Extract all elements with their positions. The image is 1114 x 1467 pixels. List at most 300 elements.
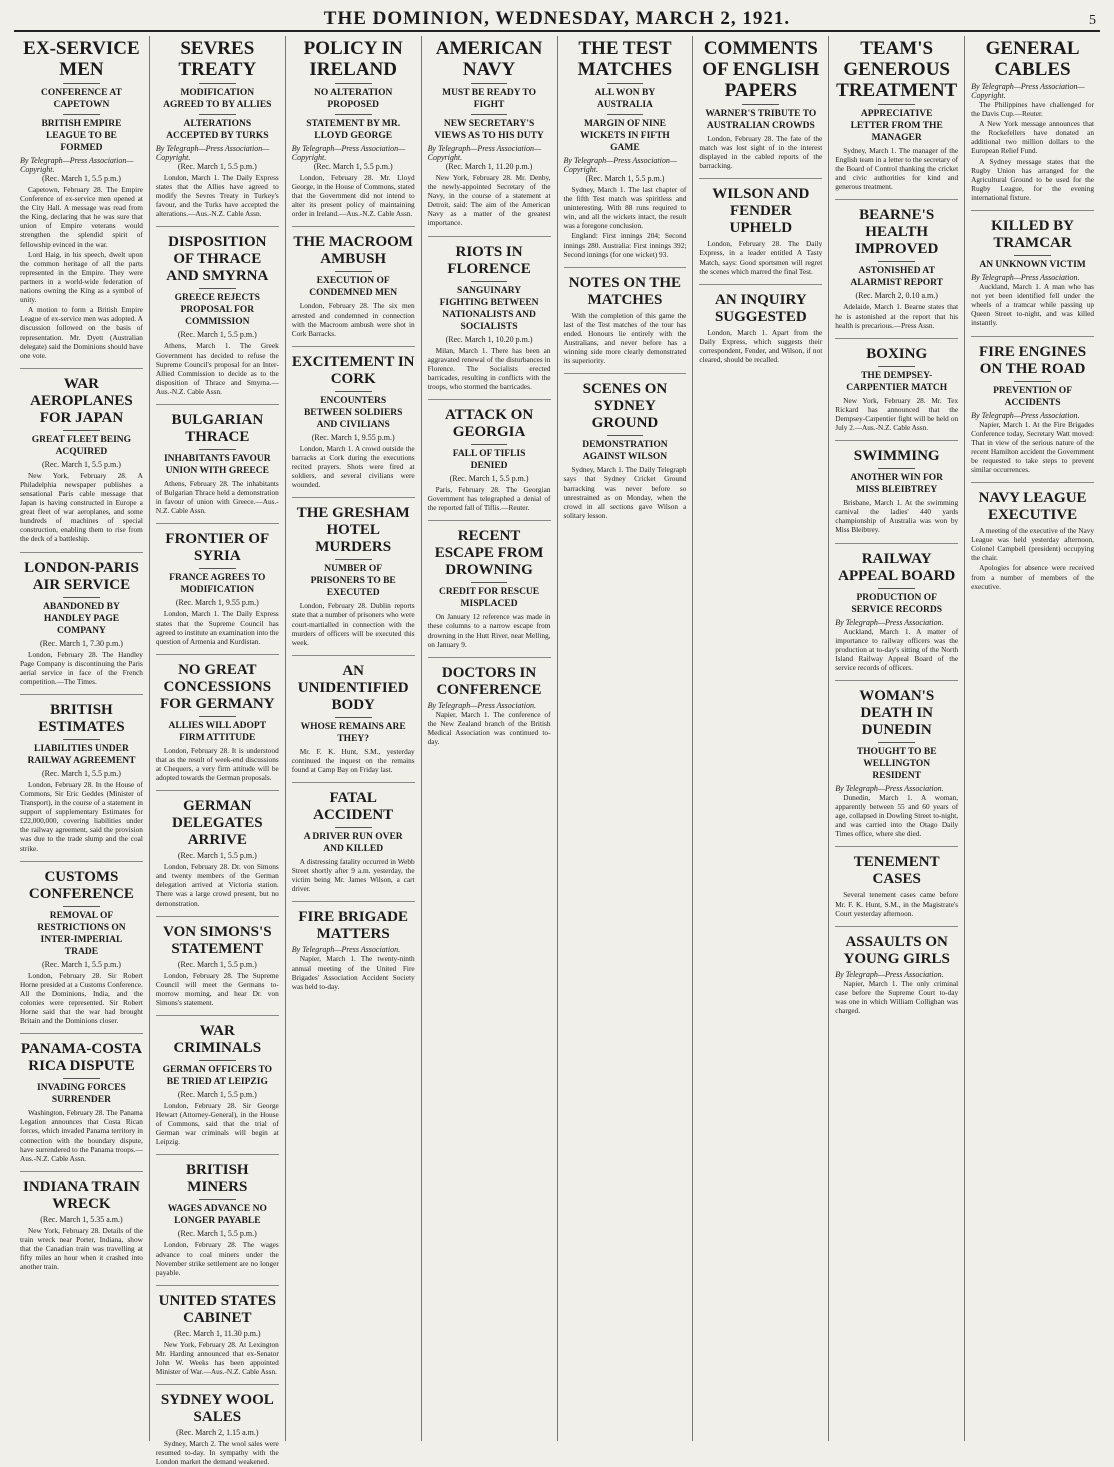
headline-divider	[63, 739, 100, 740]
article-subhead: ALL WON BY AUSTRALIA	[594, 88, 656, 110]
article-paragraph: London, February 28. Sir Robert Horne presided at a Customs Conference. All the Dominions, India, and the colonies were represented. Sir Robert Horne said that the war had brought Britain and the Dominions closer.	[20, 970, 143, 1026]
article-byline: By Telegraph—Press Association.	[971, 273, 1080, 283]
article-subhead: INHABITANTS FAVOUR UNION WITH GREECE	[163, 454, 271, 477]
article-body	[564, 311, 687, 366]
article	[835, 846, 958, 917]
article	[156, 226, 279, 396]
article-paragraph: A motion to form a British Empire League of ex-service men was adopted. A discussion followed on the basis of representation. Mr. Dyett (Australian delegate) said the Dominions should have one vote.	[20, 305, 143, 360]
article-dateline: (Rec. March 1, 5.5 p.m.)	[177, 959, 257, 969]
article	[156, 790, 279, 907]
article-paragraph: London, February 28. The six men arrested and condemned in connection with the Macroom ambush were shot in Cork Barracks.	[291, 301, 415, 338]
headline-divider	[878, 104, 915, 105]
headline-divider	[199, 568, 236, 569]
article-dateline: (Rec. March 1, 5.5 p.m.)	[177, 851, 257, 861]
masthead	[14, 8, 1100, 32]
article-subhead: APPRECIATIVE LETTER FROM THE MANAGER	[850, 109, 943, 143]
article-paragraph: Napier, March 1. The conference of the New Zealand branch of the British Medical Association was continued to-day.	[427, 709, 551, 746]
article-paragraph: Several tenement cases came before Mr. F. K. Hunt, S.M., in the Magistrate's Court yesterday afternoon.	[835, 890, 959, 918]
article	[835, 338, 958, 432]
article	[699, 178, 822, 275]
article-byline: By Telegraph—Press Association.	[291, 945, 401, 955]
article-paragraph: A distressing fatality occurred in Webb Street shortly after 9 a.m. yesterday, the victim being Mr. James Wilson, a cart driver.	[291, 857, 415, 894]
article-body	[156, 479, 279, 515]
article-body	[428, 485, 551, 512]
article-body	[835, 793, 958, 838]
article	[564, 267, 687, 366]
headline-divider	[471, 83, 508, 84]
article-dateline: (Rec. March 1, 5.5 p.m.)	[42, 174, 121, 183]
article-headline: INDIANA TRAIN WRECK	[23, 1178, 140, 1212]
article-headline: DOCTORS IN CONFERENCE	[436, 664, 542, 698]
article-body	[835, 396, 958, 432]
article-subhead: MODIFICATION AGREED TO BY ALLIES	[163, 88, 272, 110]
article-body	[835, 146, 958, 191]
headline-divider	[878, 588, 915, 589]
article	[292, 655, 415, 774]
article-dateline: (Rec. March 1, 5.5 p.m.)	[42, 959, 121, 969]
article	[292, 226, 415, 337]
article	[564, 373, 687, 520]
article-paragraph: London, March 1. A crowd outside the barracks at Cork during the executions recited prayers. Shots were fired at soldiers, and several civilians were wounded.	[291, 443, 415, 490]
article-body	[428, 346, 551, 391]
article-body	[835, 890, 958, 917]
article-paragraph: Dunedin, March 1. A woman, apparently between 55 and 60 years of age, collapsed in Dowling Street to-night, and was carried into the Otago Daily Times office, where she died.	[835, 792, 959, 839]
article	[156, 38, 279, 218]
article-subhead: PRODUCTION OF SERVICE RECORDS	[851, 592, 943, 615]
headline-divider	[199, 288, 236, 289]
article-headline: AMERICAN NAVY	[435, 38, 543, 80]
article-body	[835, 979, 958, 1015]
column-8	[965, 36, 1100, 1441]
article-subhead: FRANCE AGREES TO MODIFICATION	[169, 573, 266, 596]
article-headline: RECENT ESCAPE FROM DROWNING	[434, 528, 544, 579]
article-headline: BRITISH ESTIMATES	[38, 701, 125, 735]
article-headline: THE TEST MATCHES	[577, 38, 673, 80]
article-subhead: ANOTHER WIN FOR MISS BLEIBTREY	[850, 473, 944, 496]
article	[20, 38, 143, 360]
article-subhead: SANGUINARY FIGHTING BETWEEN NATIONALISTS AND SOCIALISTS	[439, 285, 539, 332]
article-paragraph: Milan, March 1. There has been an aggravated renewal of the disturbances in Florence. The Socialists erected barricades, resulting in conflicts with the troops, who stormed the barricades.	[427, 345, 551, 391]
headline-divider	[335, 827, 372, 828]
article-paragraph: London, February 28. Mr. Lloyd George, in the House of Commons, stated that the Government did not intend to alter its present policy of maintaining order in Ireland.—Aus.-N.Z. Cable Assn.	[291, 173, 415, 219]
headline-divider	[199, 449, 236, 450]
article-headline: WOMAN'S DEATH IN DUNEDIN	[859, 687, 935, 738]
article-dateline: (Rec. March 1, 5.5 p.m.)	[42, 768, 121, 778]
article-headline: BEARNE'S HEALTH IMPROVED	[855, 207, 939, 258]
headline-divider	[335, 114, 372, 115]
article-body	[20, 971, 143, 1026]
article-byline: By Telegraph—Press Association—Copyright.	[563, 156, 677, 174]
article-subhead: MARGIN OF NINE WICKETS IN FIFTH GAME	[580, 119, 670, 153]
article-dateline: (Rec. March 1, 5.5 p.m.)	[177, 1229, 257, 1239]
article-dateline: (Rec. March 1, 5.5 p.m.)	[177, 330, 257, 340]
article-body	[292, 747, 415, 774]
article-subhead: ALLIES WILL ADOPT FIRM ATTITUDE	[168, 720, 267, 743]
article-byline: By Telegraph—Press Association.	[835, 969, 944, 979]
article-paragraph: A meeting of the executive of the Navy League was held yesterday afternoon, Colonel Campbell (president) occupying the chair.	[971, 526, 1095, 563]
article	[699, 284, 822, 364]
article-body	[835, 627, 958, 672]
article-headline: WILSON AND FENDER UPHELD	[712, 186, 810, 237]
article	[428, 520, 551, 648]
article-subhead: INVADING FORCES SURRENDER	[37, 1083, 126, 1106]
article-paragraph: London, March 1. Apart from the Daily Express, which suggests their correspondent, Fender, and Wilson, if not cleared, should be recalled.	[699, 327, 823, 365]
article-headline: GENERAL CABLES	[985, 38, 1080, 80]
article	[971, 38, 1094, 202]
article-subhead: A DRIVER RUN OVER AND KILLED	[303, 832, 403, 855]
article-headline: LONDON-PARIS AIR SERVICE	[24, 559, 139, 593]
article-paragraph: With the completion of this game the last of the Test matches of the tour has ended. Honours lie entirely with the Australians, and never before has a winning side more clearly demonstrated its superiority.	[563, 310, 687, 366]
article-paragraph: London, February 28. Sir George Hewart (Attorney-General), in the House of Commons, said that the trial of German war criminals will begin at Leipzig.	[155, 1101, 279, 1147]
headline-divider	[63, 114, 100, 115]
article-body	[156, 609, 279, 645]
article-paragraph: Athens, March 1. The Greek Government has decided to refuse the Supreme Council's proposal for an Inter-Allied Commission to decide as to the disposition of Thrace and Smyrna.—Aus.-N.Z. Cable Assn.	[155, 341, 279, 396]
article-headline: BULGARIAN THRACE	[171, 412, 264, 446]
article-headline: FRONTIER OF SYRIA	[165, 531, 270, 565]
article	[292, 346, 415, 489]
headline-divider	[878, 742, 915, 743]
article-body	[20, 1226, 143, 1271]
article-headline: NO GREAT CONCESSIONS FOR GERMANY	[160, 661, 275, 712]
article	[699, 38, 822, 170]
column-4	[422, 36, 558, 1441]
article-body	[699, 328, 822, 364]
headline-divider	[1014, 255, 1051, 256]
article-headline: BRITISH MINERS	[186, 1162, 249, 1196]
article-dateline: (Rec. March 1, 10.20 p.m.)	[445, 334, 533, 344]
article-headline: TEAM'S GENEROUS TREATMENT	[836, 38, 958, 101]
article-body	[156, 1340, 279, 1376]
article-headline: AN UNIDENTIFIED BODY	[297, 662, 409, 713]
article-headline: SWIMMING	[853, 448, 940, 465]
article	[20, 368, 143, 544]
headline-divider	[199, 716, 236, 717]
headline-divider	[335, 717, 372, 718]
masthead-title: THE DOMINION, WEDNESDAY, MARCH 2, 1921.	[323, 8, 791, 29]
article-headline: PANAMA-COSTA RICA DISPUTE	[20, 1041, 142, 1075]
article	[971, 336, 1094, 475]
article-paragraph: New York, February 28. Mr. Denby, the newly-appointed Secretary of the Navy, in the course of a statement at Detroit, said: The aim of the American Navy as a matter of the greatest importance.	[427, 173, 551, 228]
article-body	[156, 173, 279, 218]
article-paragraph: Napier, March 1. The only criminal case before the Supreme Court to-day was one in which William Collighan was charged.	[835, 978, 959, 1015]
headline-divider	[199, 114, 236, 115]
article-subhead: ABANDONED BY HANDLEY PAGE COMPANY	[43, 601, 120, 636]
article-byline: By Telegraph—Press Association—Copyright.	[20, 156, 134, 174]
column-6	[693, 36, 829, 1441]
article-paragraph: Adelaide, March 1. Bearne states that he is astonished at the report that his health is precarious.—Press Assn.	[835, 302, 959, 330]
article-paragraph: Sydney, March 1. The manager of the English team in a letter to the secretary of the Board of Control thanking the cricket and civic authorities for kind and generous treatment.	[835, 146, 959, 192]
article-body	[20, 780, 143, 853]
headline-divider	[878, 468, 915, 469]
article-subhead: GERMAN OFFICERS TO BE TRIED AT LEIPZIG	[162, 1065, 273, 1087]
article	[20, 694, 143, 853]
article-subhead: ALTERATIONS ACCEPTED BY TURKS	[166, 119, 269, 141]
article-byline: By Telegraph—Press Association—Copyright.	[291, 144, 406, 162]
headline-divider	[471, 582, 508, 583]
article-paragraph: Sydney, March 2. The wool sales were resumed to-day. In sympathy with the London market the demand weakened.	[155, 1439, 279, 1467]
headline-divider	[742, 104, 779, 105]
columns	[14, 36, 1100, 1467]
article-headline: SYDNEY WOOL SALES	[160, 1392, 274, 1426]
article-body	[20, 650, 143, 686]
article-headline: WAR AEROPLANES FOR JAPAN	[30, 375, 133, 426]
article-headline: TENEMENT CASES	[853, 854, 940, 888]
article-paragraph: Sydney, March 1. The Daily Telegraph says that Sydney Cricket Ground barracking was never before so unrestrained as on Monday, when the crowd in all sections gave Wilson a solitary lesson.	[563, 465, 687, 520]
article-byline: By Telegraph—Press Association—Copyright.	[971, 82, 1085, 100]
article	[835, 38, 958, 191]
article-paragraph: Paris, February 28. The Georgian Government has telegraphed a denial of the reported fall of Tiflis.—Reuter.	[427, 485, 551, 513]
article-subhead: AN UNKNOWN VICTIM	[979, 260, 1086, 271]
article-paragraph: London, February 28. It is understood that as the result of week-end discussions at Chequers, a very firm attitude will be adopted towards the German proposals.	[155, 745, 279, 783]
article-headline: WAR CRIMINALS	[173, 1023, 262, 1056]
article-paragraph: London, February 28. The fate of the match was lost sight of in the interest displayed in the cabled reports of the barracking.	[699, 134, 823, 171]
article-subhead: FALL OF TIFLIS DENIED	[452, 449, 526, 472]
article-dateline: (Rec. March 1, 9.55 p.m.)	[311, 432, 395, 442]
article-dateline: (Rec. March 1, 5.5 p.m.)	[42, 459, 121, 469]
article	[156, 523, 279, 645]
article-dateline: (Rec. March 1, 5.5 p.m.)	[177, 162, 257, 171]
headline-divider	[63, 597, 100, 598]
headline-divider	[63, 83, 100, 84]
article-paragraph: Brisbane, March 1. At the swimming carnival the ladies' 440 yards championship of Australia was won by Miss Bleibtrey.	[835, 498, 959, 535]
headline-divider	[335, 559, 372, 560]
article	[156, 916, 279, 1007]
article-paragraph: New York, February 28. Mr. Tex Rickard has announced that the Dempsey-Carpentier fight will be held on July 2.—Aus.-N.Z. Cable Assn.	[835, 395, 959, 433]
article-headline: UNITED STATES CABINET	[158, 1292, 277, 1326]
article-subhead: GREAT FLEET BEING ACQUIRED	[31, 434, 132, 457]
headline-divider	[199, 1199, 236, 1200]
headline-divider	[607, 114, 644, 115]
article	[156, 1015, 279, 1146]
article-headline: ASSAULTS ON YOUNG GIRLS	[843, 933, 950, 967]
article	[20, 552, 143, 686]
article-byline: By Telegraph—Press Association.	[835, 783, 944, 793]
article-paragraph: London, February 28. The Handley Page Company is discontinuing the Paris aerial service in face of the French competition.—The Times.	[20, 649, 143, 686]
headline-divider	[335, 391, 372, 392]
article-headline: FIRE BRIGADE MATTERS	[298, 909, 408, 943]
headline-divider	[335, 83, 372, 84]
article-headline: VON SIMONS'S STATEMENT	[163, 923, 272, 957]
article-headline: BOXING	[866, 345, 928, 362]
article-body	[699, 239, 822, 275]
article-body	[971, 282, 1094, 327]
article-headline: EX-SERVICE MEN	[23, 38, 140, 80]
article-subhead: CONFERENCE AT CAPETOWN	[41, 88, 122, 110]
column-3	[286, 36, 422, 1441]
article	[428, 399, 551, 512]
article	[971, 210, 1094, 327]
article-body	[699, 134, 822, 170]
article-paragraph: London, February 28. The Daily Express, in a leader entitled A Tasty Match, says: Good sportsmen will regret the scenes which marred the final Test.	[699, 239, 823, 276]
article-body	[156, 971, 279, 1007]
article-body	[20, 1108, 143, 1163]
headline-divider	[335, 271, 372, 272]
article-body	[428, 612, 551, 648]
article-dateline: (Rec. March 2, 0.10 a.m.)	[855, 291, 938, 301]
article-paragraph: London, March 1. The Daily Express states that the Supreme Council has agreed to institute an examination into the question of Armenia and Kurdistan.	[155, 609, 279, 646]
article-paragraph: Napier, March 1. At the Fire Brigades Conference today, Secretary Watt moved: That in view of the serious nature of the recent Hamilton accident the Government be requested to take steps to prevent similar occurrences.	[971, 419, 1094, 474]
article-body	[835, 498, 958, 534]
article	[835, 543, 958, 672]
article-paragraph: New York, February 28. At Lexington Mr. Harding announced that ex-Senator John W. Weeks has been appointed Minister of War.—Aus.-N.Z. Cable Assn.	[155, 1339, 279, 1377]
article-headline: CUSTOMS CONFERENCE	[28, 868, 134, 902]
page-number: 5	[1089, 13, 1096, 28]
article-paragraph: London, March 1. The Daily Express states that the Allies have agreed to modify the Sevres Treaty in Turkey's favour, and the Turks have accepted the alterations.—Aus.-N.Z. Cable Assn.	[155, 173, 279, 219]
article-paragraph: Auckland, March 1. A matter of importance to railway officers was the production at to-day's sitting of the North Island Railway Appeal Board of the service records of officers.	[835, 626, 959, 672]
article-paragraph: Washington, February 28. The Panama Legation announces that Costa Rican forces, which invaded Panama territory in connection with the boundary dispute, have surrendered to the Panama troops.—Aus.-N.Z. Cable Assn.	[20, 1108, 143, 1163]
article-dateline: (Rec. March 1, 5.5 p.m.)	[177, 1090, 257, 1099]
article-paragraph: Mr. F. K. Hunt, S.M., yesterday continued the inquest on the remains found at Camp Bay on Friday last.	[291, 746, 415, 774]
article-subhead: THE DEMPSEY-CARPENTIER MATCH	[846, 370, 948, 393]
article-body	[156, 1101, 279, 1146]
article	[835, 926, 958, 1015]
article-headline: ATTACK ON GEORGIA	[444, 407, 534, 441]
article-headline: KILLED BY TRAMCAR	[991, 218, 1075, 252]
article-paragraph: New York, February 28. A Philadelphia newspaper publishes a sensational Paris cable message that Japan is having constructed in Europe a great fleet of war aeroplanes, and some hundreds of machines of special construction, enabling them to rise from the deck of a battleship.	[20, 470, 143, 544]
headline-divider	[199, 83, 236, 84]
headline-divider	[471, 444, 508, 445]
article-subhead: CREDIT FOR RESCUE MISPLACED	[439, 587, 540, 610]
article-body	[156, 1439, 279, 1466]
article-body	[20, 471, 143, 544]
article-headline: THE MACROOM AMBUSH	[293, 234, 413, 268]
headline-divider	[878, 366, 915, 367]
article-paragraph: London, February 28. Dr. von Simons and twenty members of the German delegation arrived at Victoria station. There was a large crowd present, but no demonstration.	[155, 862, 279, 908]
article-paragraph: A New York message announces that the Rockefellers have donated an additional two million dollars to the European Relief Fund.	[971, 119, 1094, 156]
headline-divider	[63, 1078, 100, 1079]
article-dateline: (Rec. March 1, 7.30 p.m.)	[40, 638, 123, 648]
article-paragraph: On January 12 reference was made in these columns to a narrow escape from drowning in the Hutt River, near Melling, on January 9.	[427, 612, 551, 649]
article-paragraph: Athens, February 28. The inhabitants of Bulgarian Thrace held a demonstration in favour of union with Greece.—Aus.-N.Z. Cable Assn.	[155, 479, 279, 516]
article-body	[156, 746, 279, 782]
article	[156, 1154, 279, 1276]
article-headline: NOTES ON THE MATCHES	[568, 274, 682, 308]
article-subhead: NEW SECRETARY'S VIEWS AS TO HIS DUTY	[434, 119, 544, 141]
article-body	[20, 185, 143, 360]
article-paragraph: New York, February 28. Details of the train wreck near Porter, Indiana, show that the Canadian train was travelling at fifty miles an hour when it crashed into another train.	[20, 1225, 143, 1272]
article-headline: SEVRES TREATY	[178, 38, 257, 80]
article	[292, 38, 415, 218]
headline-divider	[63, 906, 100, 907]
article-headline: THE GRESHAM HOTEL MURDERS	[296, 505, 410, 556]
article-body	[292, 857, 415, 893]
article-subhead: ENCOUNTERS BETWEEN SOLDIERS AND CIVILIANS	[303, 395, 403, 430]
article-body	[156, 1240, 279, 1276]
article-dateline: (Rec. March 1, 5.5 p.m.)	[313, 162, 393, 171]
article	[292, 497, 415, 646]
article-paragraph: Napier, March 1. The twenty-ninth annual meeting of the United Fire Brigades' Association Accident Society was held to-day.	[291, 954, 415, 991]
article-subhead: NO ALTERATION PROPOSED	[313, 88, 393, 110]
article-headline: FIRE ENGINES ON THE ROAD	[979, 343, 1087, 377]
column-2	[150, 36, 286, 1467]
article-subhead: DEMONSTRATION AGAINST WILSON	[582, 440, 668, 463]
headline-divider	[607, 83, 644, 84]
article-paragraph: England: First innings 204; Second innings 280. Australia: First innings 392; Second innings (for one wicket) 93.	[563, 231, 687, 259]
headline-divider	[607, 435, 644, 436]
article-paragraph: Capetown, February 28. The Empire Conference of ex-service men opened at the City Hall. A message was read from the King, declaring that he was sure that union of Empire veterans would strengthen the splendid spirit of fellowship evinced in the war.	[20, 185, 143, 249]
article-dateline: (Rec. March 1, 11.20 p.m.)	[445, 162, 533, 171]
article-subhead: STATEMENT BY MR. LLOYD GEORGE	[306, 119, 401, 141]
article-paragraph: Apologies for absence were received from a number of members of the executive.	[971, 563, 1094, 591]
article-body	[971, 420, 1094, 475]
article-body	[156, 862, 279, 907]
article-body	[971, 100, 1094, 202]
article-subhead: EXECUTION OF CONDEMNED MEN	[309, 276, 398, 299]
article	[292, 782, 415, 893]
article-subhead: ASTONISHED AT ALARMIST REPORT	[850, 266, 944, 289]
column-5	[558, 36, 694, 1441]
article	[156, 654, 279, 782]
article	[20, 861, 143, 1026]
article-paragraph: London, February 28. Dublin reports state that a number of prisoners who were court-martialled in connection with the murders of officers will be executed this week.	[291, 601, 415, 647]
article-paragraph: London, February 28. In the House of Commons, Sir Eric Geddes (Minister of Transport), in the course of a statement in support of supplementary Estimates for £22,000,000, covering liabilities under the railway agreement, said the provision was due to the trade slump and the coal strike.	[20, 779, 143, 853]
article-byline: By Telegraph—Press Association—Copyright.	[427, 144, 542, 162]
article-body	[156, 341, 279, 396]
article-dateline: (Rec. March 2, 1.15 a.m.)	[176, 1428, 259, 1438]
article-body	[564, 465, 687, 520]
headline-divider	[878, 261, 915, 262]
article-body	[292, 444, 415, 489]
article	[971, 482, 1094, 591]
article-paragraph: London, February 28. The Supreme Council will meet the Germans to-morrow morning, and hear Dr. von Simons's statement.	[155, 970, 279, 1007]
article-body	[428, 710, 551, 746]
column-7	[829, 36, 965, 1441]
article-subhead: BRITISH EMPIRE LEAGUE TO BE FORMED	[41, 119, 122, 153]
article-subhead: LIABILITIES UNDER RAILWAY AGREEMENT	[27, 743, 136, 766]
article-byline: By Telegraph—Press Association.	[971, 410, 1080, 420]
article-headline: FATAL ACCIDENT	[313, 790, 394, 824]
article-headline: NAVY LEAGUE EXECUTIVE	[978, 490, 1087, 524]
article-headline: RIOTS IN FLORENCE	[447, 243, 531, 277]
headline-divider	[63, 430, 100, 431]
article	[835, 680, 958, 838]
article-body	[292, 173, 415, 218]
article	[428, 38, 551, 228]
article-headline: GERMAN DELEGATES ARRIVE	[172, 798, 263, 849]
article	[156, 1384, 279, 1466]
article-body	[292, 301, 415, 337]
article-headline: EXCITEMENT IN CORK	[291, 353, 415, 387]
article-dateline: (Rec. March 1, 5.35 a.m.)	[40, 1214, 123, 1224]
article-subhead: WAGES ADVANCE NO LONGER PAYABLE	[167, 1204, 267, 1227]
article-subhead: GREECE REJECTS PROPOSAL FOR COMMISSION	[174, 293, 260, 328]
article-subhead: NUMBER OF PRISONERS TO BE EXECUTED	[310, 564, 396, 599]
article-headline: COMMENTS OF ENGLISH PAPERS	[702, 38, 820, 101]
article-dateline: (Rec. March 1, 5.5 p.m.)	[449, 474, 529, 484]
article-byline: By Telegraph—Press Association.	[835, 617, 944, 627]
article-paragraph: A Sydney message states that the Rugby Union has arranged for the Agricultural Ground to be used for the Rugby League, for the evening international fixture.	[971, 156, 1094, 202]
article-paragraph: Sydney, March 1. The last chapter of the fifth Test match was spiritless and uninteresting. With 88 runs required to win, and all the wickets intact, the result was a foregone conclusion.	[563, 185, 687, 231]
article	[20, 1171, 143, 1271]
headline-divider	[471, 114, 508, 115]
article-headline: RAILWAY APPEAL BOARD	[838, 550, 956, 584]
article-body	[428, 173, 551, 228]
article-headline: AN INQUIRY SUGGESTED	[714, 291, 807, 325]
article	[428, 657, 551, 746]
article-body	[292, 954, 415, 990]
article-dateline: (Rec. March 1, 5.5 p.m.)	[585, 174, 665, 183]
article-subhead: WHOSE REMAINS ARE THEY?	[300, 721, 406, 744]
headline-divider	[199, 1060, 236, 1061]
article-byline: By Telegraph—Press Association.	[427, 700, 536, 710]
article-subhead: REMOVAL OF RESTRICTIONS ON INTER-IMPERIAL TRADE	[37, 910, 126, 957]
article	[835, 199, 958, 329]
article-headline: DISPOSITION OF THRACE AND SMYRNA	[166, 234, 269, 285]
article	[156, 404, 279, 515]
article-subhead: THOUGHT TO BE WELLINGTON RESIDENT	[856, 746, 937, 781]
article-paragraph: Lord Haig, in his speech, dwelt upon the common heritage of all the parts represented in the Empire. They were partners in a world-wide federation of nations owning the King as a symbol of unity.	[20, 249, 143, 305]
article	[292, 901, 415, 990]
